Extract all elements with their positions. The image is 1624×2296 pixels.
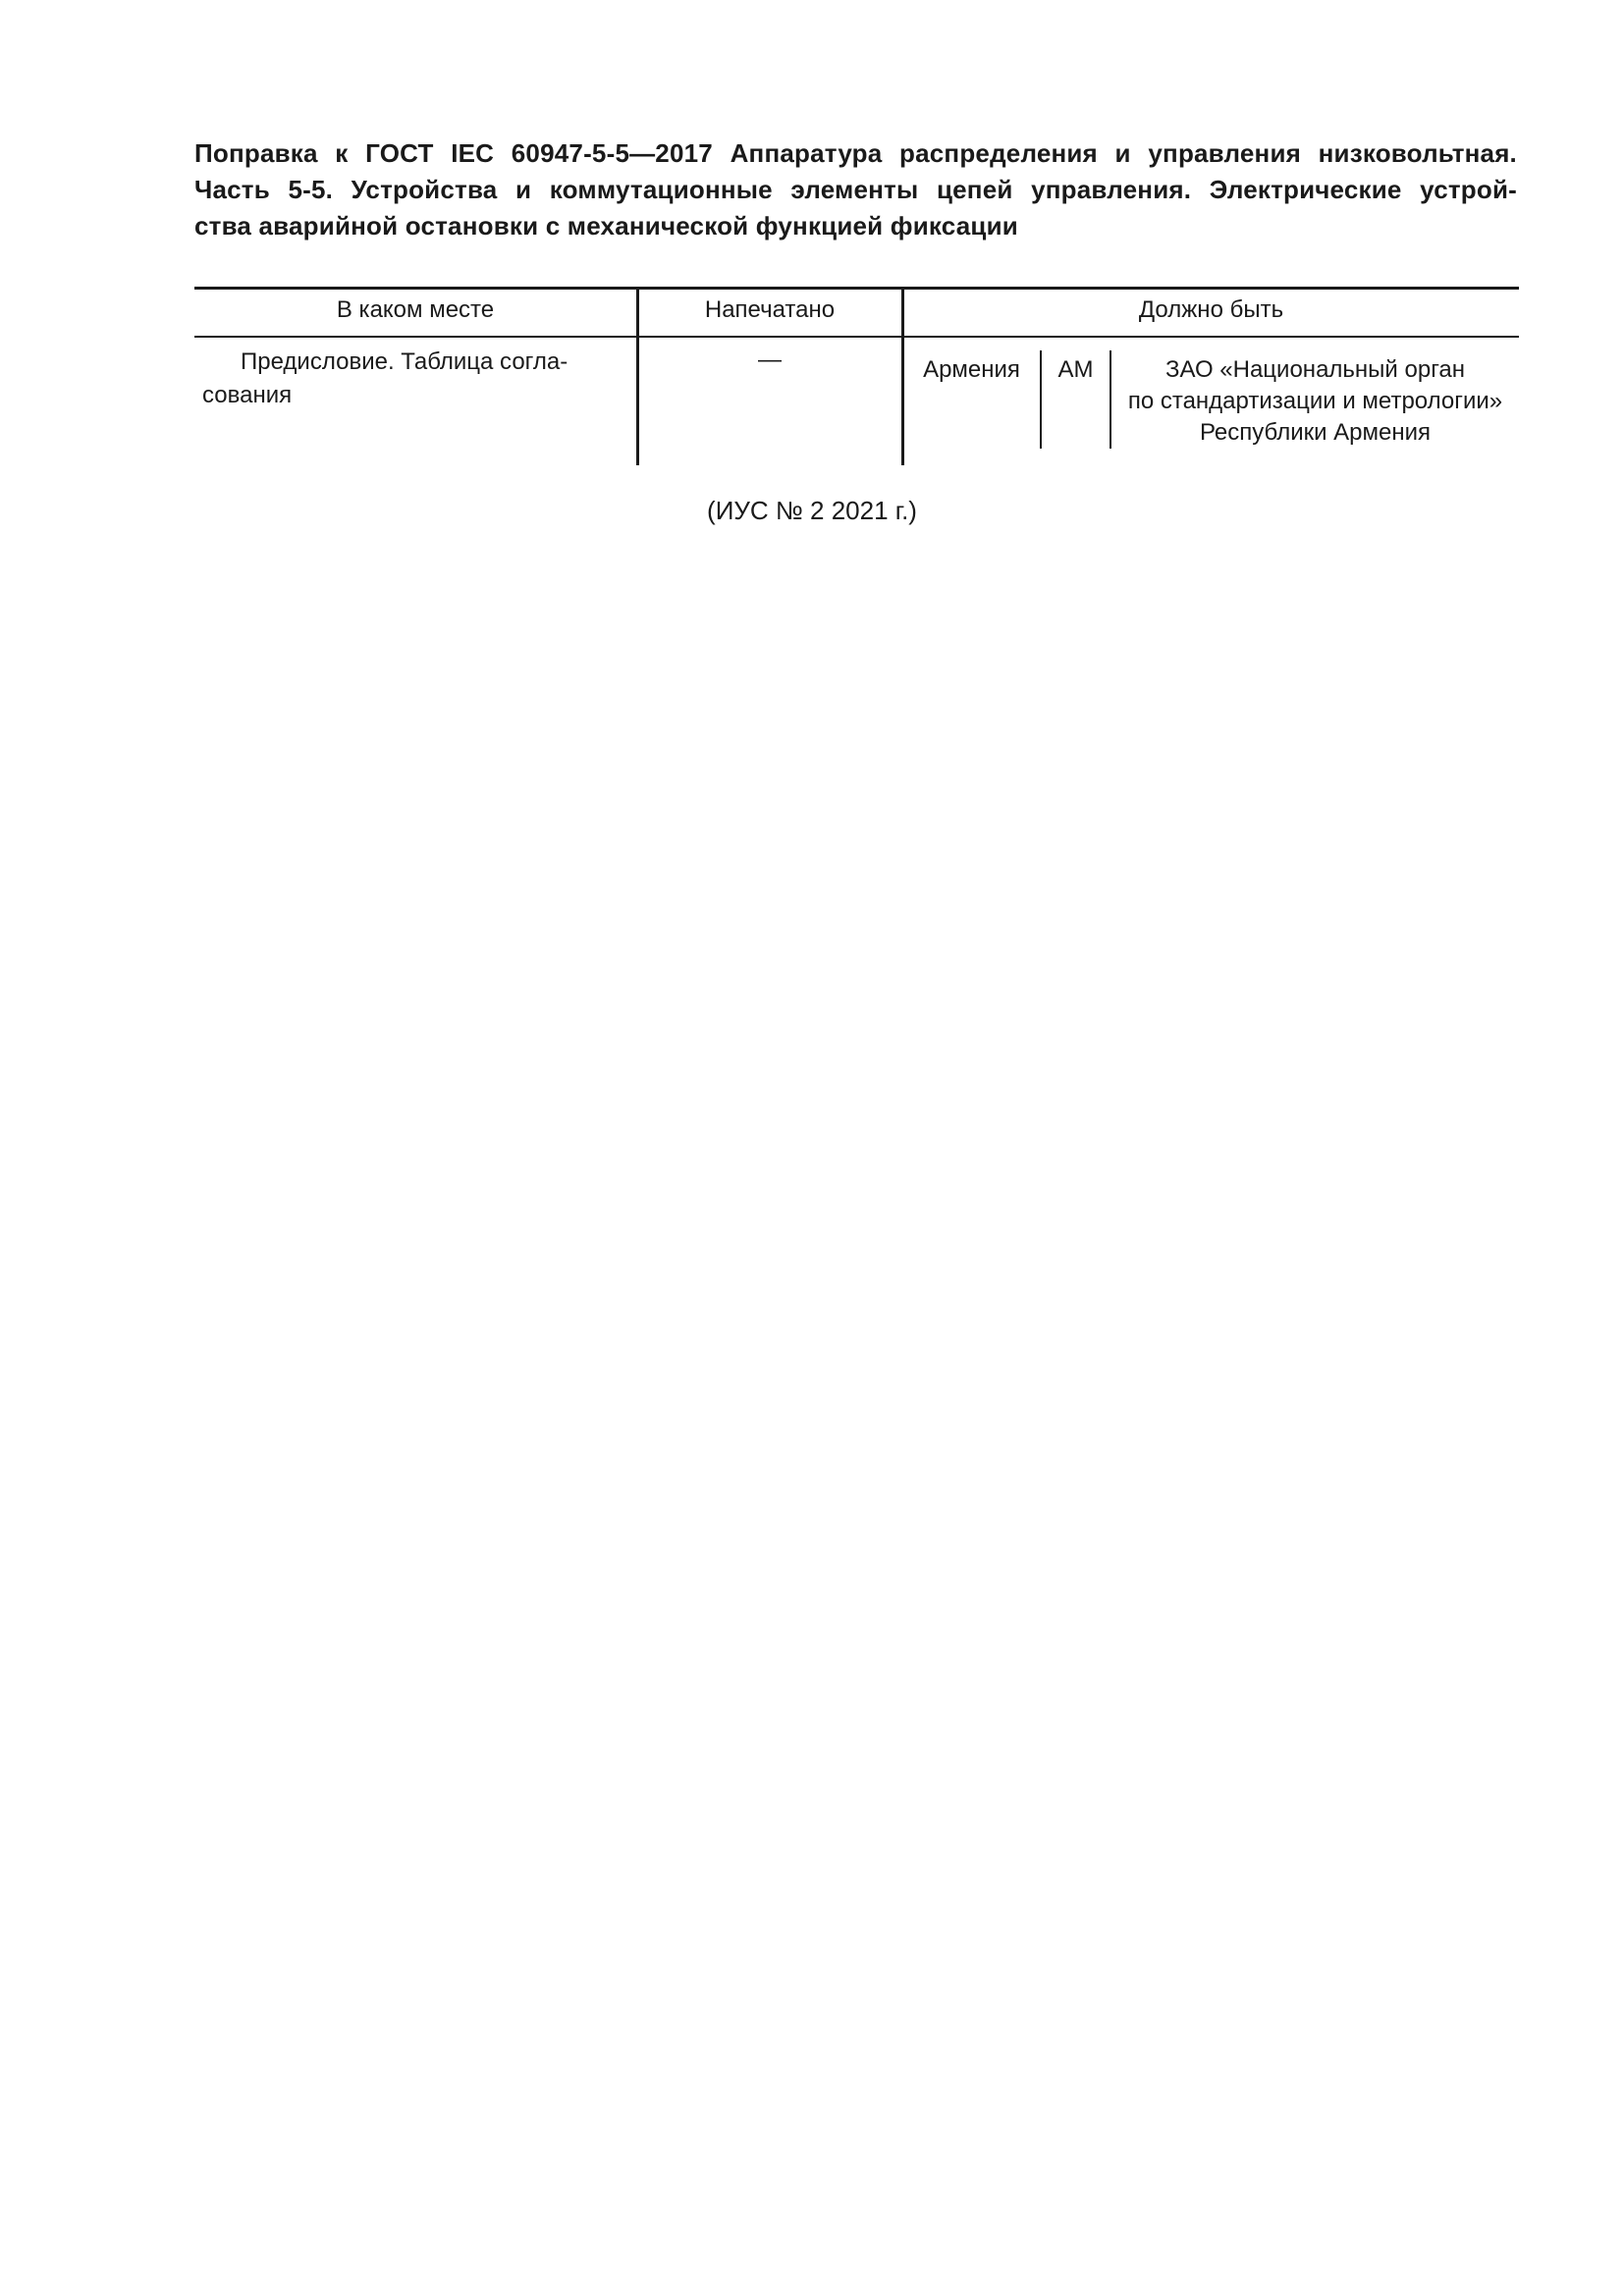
header-where: В каком месте — [336, 296, 495, 323]
publication-reference: (ИУС № 2 2021 г.) — [707, 496, 917, 525]
title-line-2: Часть 5-5. Устройства и коммутационные элементы цепей управления. Электрические устрой- — [194, 175, 1517, 204]
row-printed: — — [758, 347, 782, 373]
header-should-be: Должно быть — [1138, 296, 1284, 323]
row-organ-line-1: ЗАО «Национальный орган — [1164, 356, 1466, 383]
title-line-1: Поправка к ГОСТ IEC 60947-5-5—2017 Аппаратура распределения и управления низковольтная. — [194, 138, 1517, 168]
row-where-line-2: сования — [202, 382, 293, 408]
row-country-code: AM — [1057, 356, 1094, 383]
row-country: Армения — [923, 356, 1020, 383]
row-organ-line-3: Республики Армения — [1199, 419, 1432, 446]
row-where-line-1: Предисловие. Таблица согла- — [241, 348, 568, 375]
row-organ-line-2: по стандартизации и метрологии» — [1127, 388, 1503, 414]
correction-table — [194, 287, 1519, 465]
document-title — [194, 135, 1517, 244]
title-line-3: ства аварийной остановки с механической функцией фиксации — [194, 211, 1018, 240]
table-header-rule — [194, 336, 1519, 338]
table-top-rule — [194, 287, 1519, 290]
header-printed: Напечатано — [704, 296, 836, 323]
